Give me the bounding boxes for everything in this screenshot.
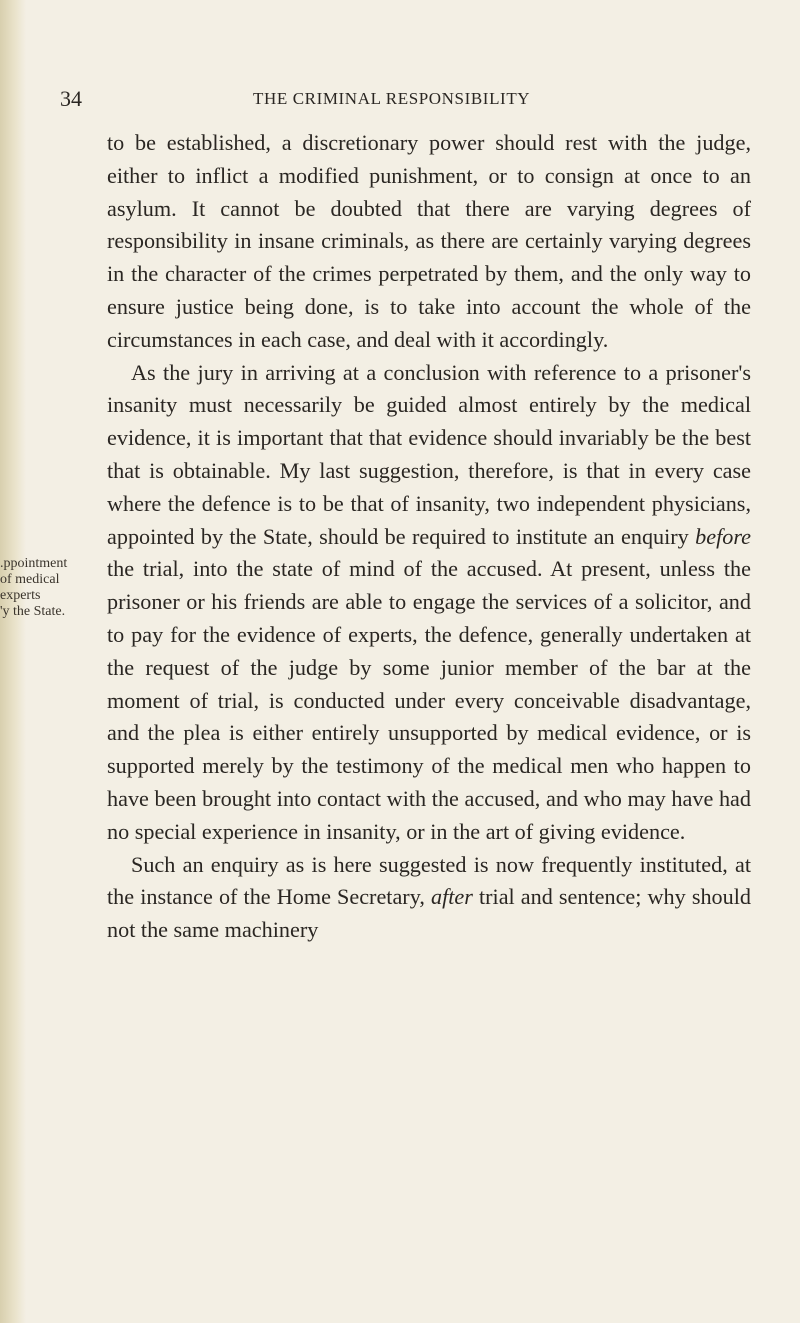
page-gutter-shadow (0, 0, 26, 1323)
margin-note-line: 'y the State. (0, 604, 66, 619)
page-number: 34 (60, 86, 82, 111)
paragraph-3 (107, 849, 751, 947)
paragraph-text: trial and sentence; why should not the same machinery (107, 884, 751, 943)
paragraph-text: the trial, into the state of mind of the accused. At present, unless the prisoner or his friends are able to engage the services of a solicitor, and to pay for the evidence of experts, the defence, generally undertaken at the request of the judge by some junior member of the bar at the moment of trial, is conducted under every conceivable disadvantage, and the plea is either entirely unsupported by medical evidence, or is supported merely by the testimony of the medical men who happen to have been brought into contact with the accused, and who may have had no special experience in insanity, or in the art of giving evidence. (107, 556, 751, 844)
paragraph-text: to be established, a discretionary power should rest with the judge, either to inflict a modified punishment, or to consign at once to an asylum. It cannot be doubted that there are varying degrees of responsibility in insane criminals, as there are certainly varying degrees in the character of the crimes perpetrated by them, and the only way to ensure justice being done, is to take into account the whole of the circumstances in each case, and deal with it accordingly. (107, 130, 751, 352)
paragraph-text: Such an enquiry as is here suggested is now frequently instituted, at the instance of the Home Secretary, (107, 851, 751, 910)
margin-note-line: experts (0, 588, 41, 603)
margin-note-line: .ppointment (0, 556, 68, 571)
margin-note (0, 556, 98, 620)
body-text (107, 127, 751, 947)
margin-note-line: of medical (0, 572, 60, 587)
paragraph-text: As the jury in arriving at a conclusion with reference to a prisoner's insanity must necessarily be guided almost entirely by the medical evidence, it is important that that evidence should invariably be the best that is obtainable. My last suggestion, therefore, is that in every case where the defence is to be that of insanity, two independent physicians, appointed by the State, should be required to institute an enquiry (107, 359, 751, 549)
page-header (0, 84, 800, 114)
paragraph-1 (107, 127, 751, 357)
paragraph-2 (107, 357, 751, 849)
italic-emphasis: after (430, 884, 473, 910)
running-head: THE CRIMINAL RESPONSIBILITY (253, 89, 531, 108)
italic-emphasis: before (695, 523, 751, 549)
